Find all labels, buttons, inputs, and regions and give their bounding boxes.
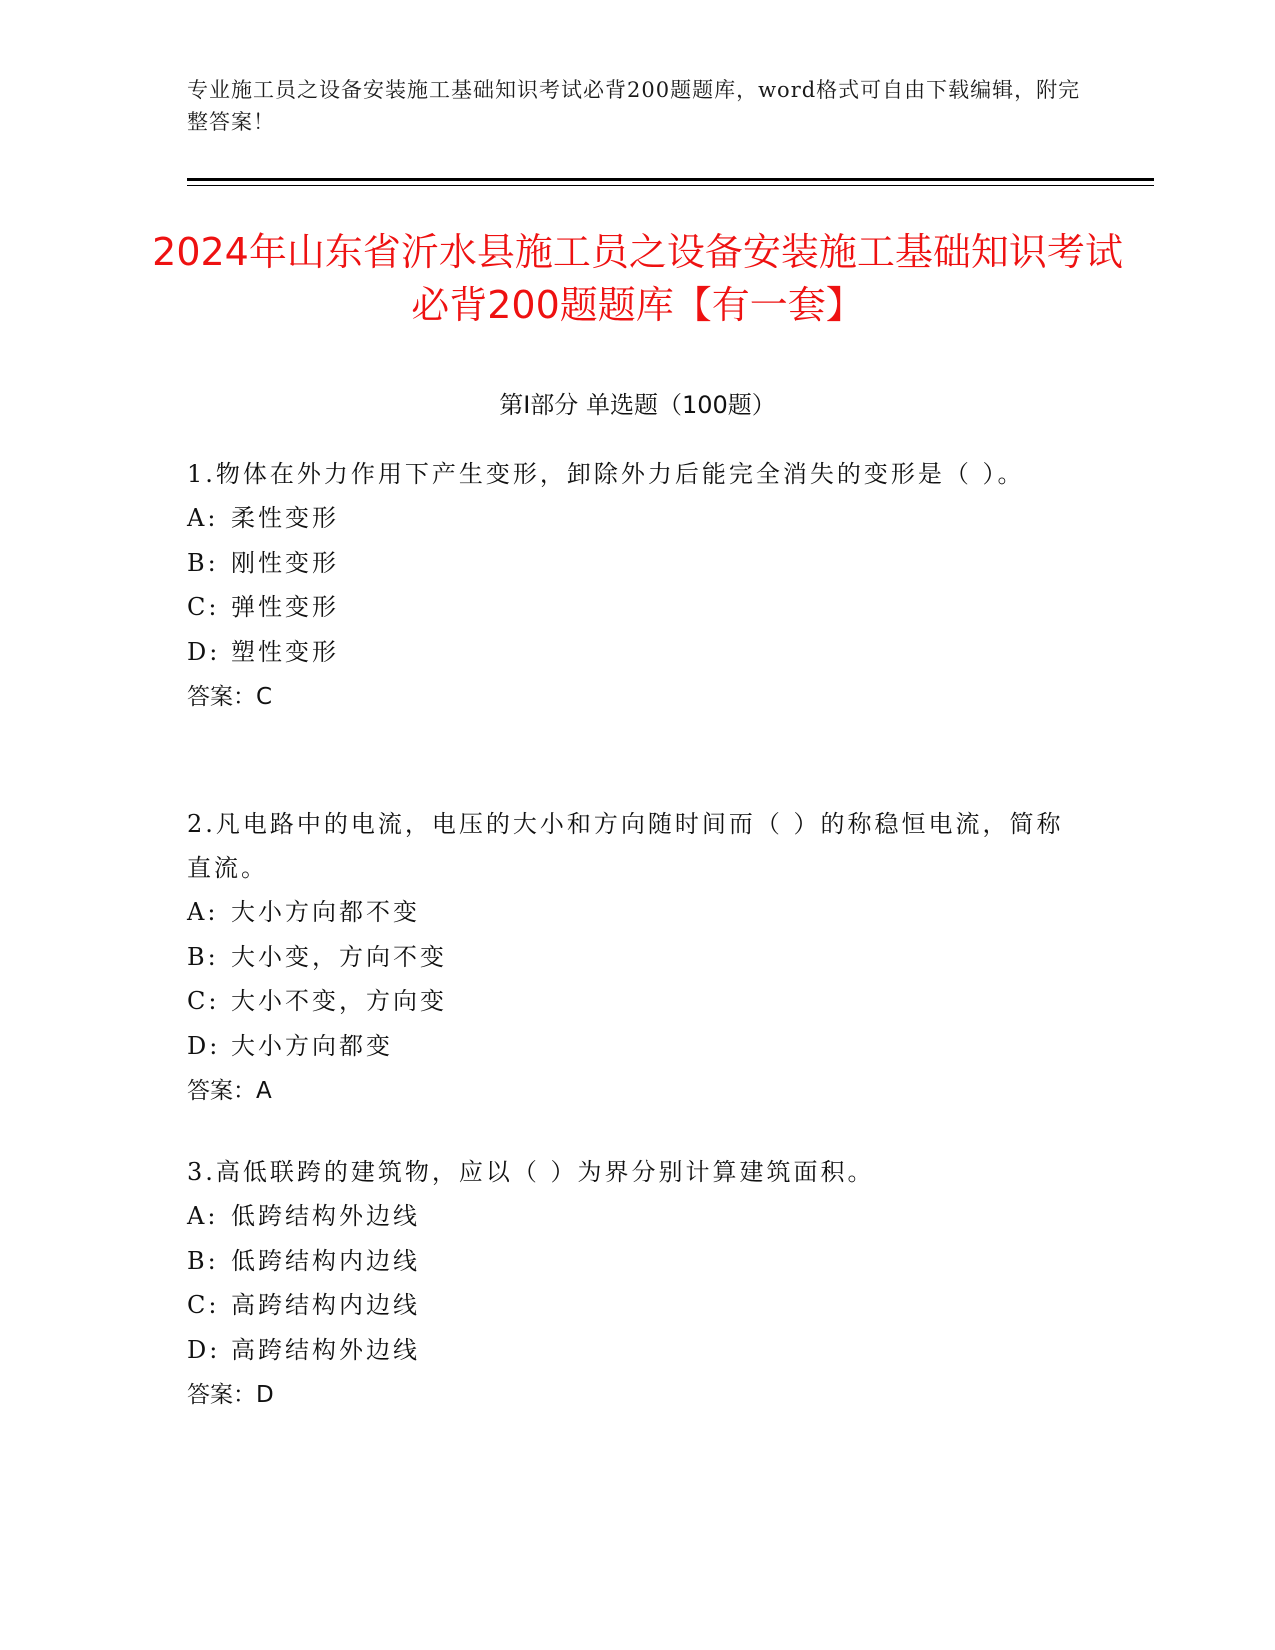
option-d bbox=[187, 1328, 1067, 1373]
option-key: D: bbox=[187, 1335, 221, 1364]
option-c bbox=[187, 585, 1067, 630]
answer-line bbox=[187, 1372, 1067, 1418]
option-a bbox=[187, 496, 1067, 541]
question-2 bbox=[187, 802, 1067, 1114]
answer-line bbox=[187, 1068, 1067, 1114]
option-key: B: bbox=[187, 942, 219, 971]
option-text: 大小不变，方向变 bbox=[231, 987, 447, 1015]
option-key: D: bbox=[187, 637, 221, 666]
option-text: 低跨结构内边线 bbox=[231, 1246, 420, 1275]
option-key: D: bbox=[187, 1031, 221, 1060]
question-stem: 3.高低联跨的建筑物，应以（ ）为界分别计算建筑面积。 bbox=[187, 1158, 875, 1186]
header-rule-thin bbox=[187, 185, 1154, 186]
section-heading: 第Ⅰ部分 单选题（100题） bbox=[499, 391, 776, 419]
answer-value: C bbox=[256, 684, 273, 710]
option-text: 弹性变形 bbox=[231, 593, 339, 621]
option-b bbox=[187, 935, 1067, 980]
option-text: 刚性变形 bbox=[231, 548, 339, 577]
question-1 bbox=[187, 452, 1067, 720]
option-b bbox=[187, 1239, 1067, 1284]
option-key: C: bbox=[187, 1291, 220, 1319]
option-c bbox=[187, 1283, 1067, 1328]
option-text: 高跨结构外边线 bbox=[231, 1335, 420, 1364]
option-text: 塑性变形 bbox=[231, 637, 339, 666]
option-text: 柔性变形 bbox=[231, 504, 339, 532]
option-key: B: bbox=[187, 1246, 219, 1275]
answer-value: A bbox=[256, 1078, 272, 1104]
option-key: C: bbox=[187, 987, 220, 1015]
option-d bbox=[187, 630, 1067, 675]
option-text: 高跨结构内边线 bbox=[231, 1291, 420, 1319]
header-rule-thick bbox=[187, 178, 1154, 181]
option-a bbox=[187, 890, 1067, 935]
option-d bbox=[187, 1024, 1067, 1069]
answer-label: 答案： bbox=[187, 684, 256, 710]
option-text: 大小变，方向不变 bbox=[231, 942, 447, 971]
document-title: 2024年山东省沂水县施工员之设备安装施工基础知识考试必背200题题库【有一套】 bbox=[152, 230, 1123, 327]
option-text: 大小方向都变 bbox=[231, 1031, 393, 1060]
answer-value: D bbox=[256, 1382, 274, 1408]
option-key: A: bbox=[187, 898, 219, 926]
answer-label: 答案： bbox=[187, 1078, 256, 1104]
answer-label: 答案： bbox=[187, 1382, 256, 1408]
option-text: 大小方向都不变 bbox=[231, 898, 420, 926]
question-3 bbox=[187, 1150, 1067, 1418]
option-a bbox=[187, 1194, 1067, 1239]
answer-line bbox=[187, 674, 1067, 720]
header-note: 专业施工员之设备安装施工基础知识考试必背200题题库，word格式可自由下载编辑，附完整答案！ bbox=[187, 78, 1081, 134]
option-c bbox=[187, 979, 1067, 1024]
option-key: C: bbox=[187, 593, 220, 621]
option-key: A: bbox=[187, 504, 219, 532]
option-key: B: bbox=[187, 548, 219, 577]
option-key: A: bbox=[187, 1202, 219, 1230]
option-text: 低跨结构外边线 bbox=[231, 1202, 420, 1230]
question-stem: 1.物体在外力作用下产生变形，卸除外力后能完全消失的变形是（ ）。 bbox=[187, 460, 1025, 488]
question-stem: 2.凡电路中的电流，电压的大小和方向随时间而（ ）的称稳恒电流，简称直流。 bbox=[187, 810, 1064, 882]
option-b bbox=[187, 541, 1067, 586]
